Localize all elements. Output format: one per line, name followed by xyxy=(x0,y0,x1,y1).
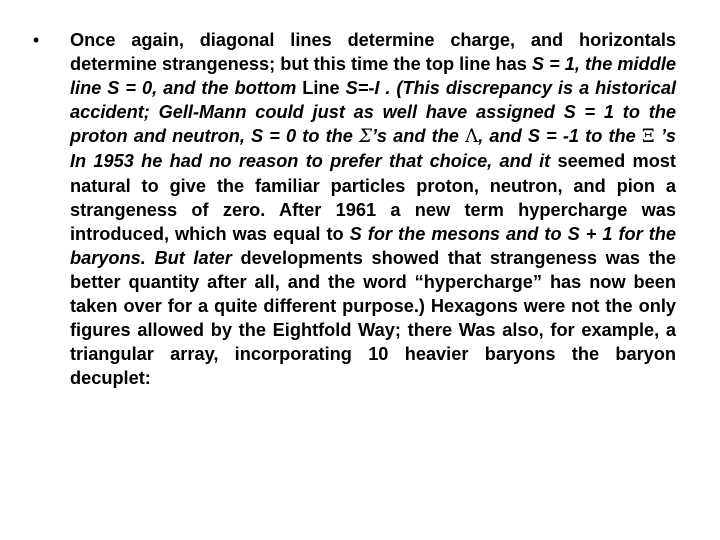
text-segment-italic: S = 1, the middle line S = 0, and the bottom xyxy=(70,54,676,99)
text-segment-italic: (This discrepancy is a historical accident; Gell-Mann could just as well have assigned S = 1 to the proton and neutron, S = 0 to the xyxy=(70,78,676,147)
text-segment-italic: , and S = -1 to the xyxy=(478,126,642,147)
text-segment: Once again, diagonal lines determine charge, and horizontals determine strangeness; but this time the top line has xyxy=(70,30,676,75)
bullet-icon: • xyxy=(33,30,40,50)
sigma-symbol: Σ xyxy=(359,126,372,148)
xi-symbol: Ξ xyxy=(641,126,655,148)
text-segment-italic: ’s and the xyxy=(371,126,466,147)
text-segment-italic: S=-I . xyxy=(345,78,397,99)
text-segment: seemed most natural to give the familiar particles proton, neutron, and pion a strangeness of zero. After 1961 a new term hypercharge was introduced, which was equal to xyxy=(70,151,676,244)
bullet-item xyxy=(33,28,681,390)
text-segment-italic: S for the mesons and to S + 1 for the baryons. But later xyxy=(70,223,676,268)
text-segment: developments showed that strangeness was the better quantity after all, and the word “hypercharge” has now been taken over for a quite different purpose.) xyxy=(70,247,676,317)
paragraph-text xyxy=(70,28,676,390)
text-segment: Hexagons were not the only figures allowed by the Eightfold Way; there Was also, for example, a triangular array, incorporating 10 heavier baryons the baryon decuplet: xyxy=(70,296,676,389)
lambda-symbol: Λ xyxy=(465,126,479,148)
text-segment: Line xyxy=(302,78,346,99)
text-segment-italic: ’s In 1953 he had no reason to prefer that choice, and it xyxy=(70,126,676,172)
